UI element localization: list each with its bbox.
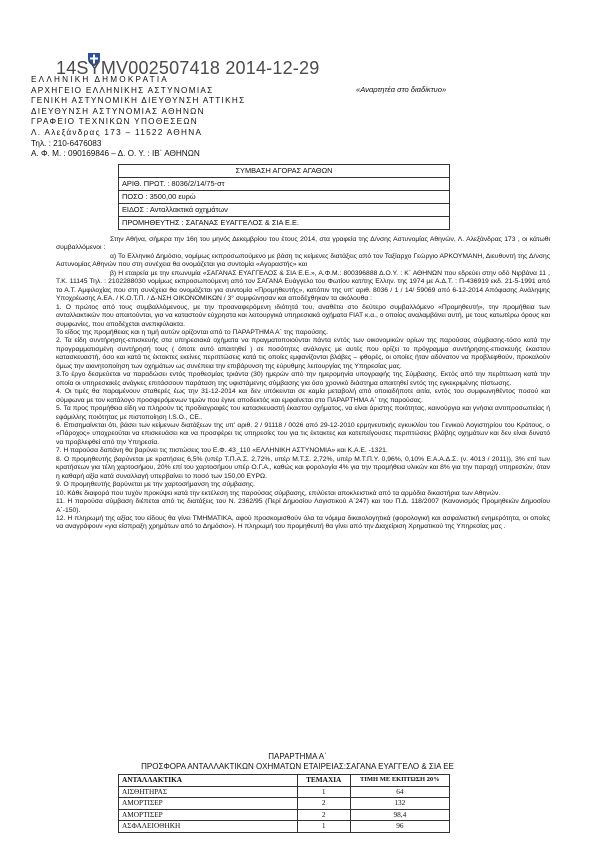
header-tax-id: Α. Φ. Μ. : 090169846 – Δ. Ο. Υ. : ΙΒ΄ ΑΘΗΝΩΝ bbox=[31, 149, 200, 159]
protocol-number: ΑΡΙΘ. ΠΡΩΤ. : 8036/2/14/75-στ bbox=[119, 178, 450, 191]
part-price: 132 bbox=[350, 798, 449, 810]
posting-note: «Αναρτητέα στο διαδίκτυο» bbox=[356, 85, 447, 94]
header-line: ΓΡΑΦΕΙΟ ΤΕΧΝΙΚΩΝ ΥΠΟΘΕΣΕΩΝ bbox=[31, 117, 199, 127]
paragraph: 12. Η πληρωμή της αξίας του είδους θα γίνει ΤΜΗΜΑΤΙΚΑ, αφού προσκομισθούν όλα τα νόμιμα δικαιολογητικά (φορολογική και ασφαλιστική ενημερότητα, οι οποίες να αναγράφουν «για είσπραξη χρημάτων από το Δημόσιο»). Η πληρωμή του προμηθευτή θα γίνει από την Διαχείριση Χρηματικού της Υπηρεσίας μας . bbox=[56, 514, 550, 531]
supplier: ΠΡΟΜΗΘΕΥΤΗΣ : ΣΑΓΑΝΑΣ ΕΥΑΓΓΕΛΟΣ & ΣΙΑ Ε.Ε. bbox=[119, 217, 450, 230]
document-id-stamp: 14SYMV002507418 2014-12-29 bbox=[56, 58, 320, 78]
paragraph: 2. Τα είδη συντήρησης-επισκευής στα υπηρεσιακά οχήματα να πραγματοποιούνται πάντα εντός των οικονομικών ορίων της παρούσας σύμβασης-τόσο κατά την προγραμματισμένη συντήρησή τους ( όποτε αυτό απαιτηθεί ) σε ποσότητες ανάλογες με αυτές που ορίζει το πρόγραμμα συντήρησης-επισκευής έκαστου κατασκευαστή, όσο και κατά τις έκτακτες εκείνες περιπτώσεις κατά τις οποίες εμφανίζονται βλάβες – φθορές, οι οποίες ήταν αδύνατον να προβλεφθούν, προκαλούν όμως την ακινητοποίηση των οχημάτων ως συνέπεια την επιβάρυνση της εύρυθμης λειτουργίας της Υπηρεσίας μας. bbox=[56, 337, 550, 370]
paragraph: 8. Ο προμηθευτής βαρύνεται με κρατήσεις 6,5% (υπέρ Τ.Π.Α.Σ. 2,72%, υπέρ Μ.Τ.Σ. 2,72%, υπέρ Μ.Τ.Π.Υ. 0,96%, 0,10% Ε.Α.Α.Δ.Σ. (ν. 4013 / 2011)), 3% επί των κρατήσεων για τέλη χαρτοσήμου, 20% επί του χαρτοσήμου υπέρ Ο.Γ.Α., καθώς και φορολογία 4% για την προμήθεια υλικών και 8% για την παροχή υπηρεσιών, όταν η καθαρή αξία κατά συναλλαγή υπερβαίνει το ποσό των 150,00 ΕΥΡΩ. bbox=[56, 455, 550, 480]
part-name: ΑΜΟΡΤΙΣΕΡ bbox=[119, 809, 298, 821]
paragraph: β) Η εταιρεία με την επωνυμία «ΣΑΓΑΝΑΣ ΕΥΑΓΓΕΛΟΣ & ΣΙΑ Ε.Ε.», Α.Φ.Μ.: 800396888 Δ.Ο.Υ. : Κ΄ ΑΘΗΝΩΝ που εδρεύει στην οδό Νιρβάνα 11 , Τ.Κ. 11145 Τηλ. : 2102288030 νομίμως εκπροσωπούμενη από τον ΣΑΓΑΝΑ Ευάγγελο του Φωτίου κατ/της Ελλην. της 1974 με Α.Δ.Τ. : Π-436919 εκδ. 21-5-1991 από το Α.Τ. Αμφιλοχίας που στη συνέχεια θα ονομάζεται για συντομία «Προμηθευτής», κατόπιν της υπ' αριθ. 8036 / 1 / 14/ 59069 από 6-12-2014 Απόφασης Ανάληψης Υποχρέωσης Α.ΕΑ. / Κ.Ο.Τ.Π. / Δ-ΝΣΗ ΟΙΚΟΝΟΜΙΚΩΝ / 3° συμφώνησαν και αποδέχθηκαν τα ακόλουθα : bbox=[56, 269, 550, 303]
part-name: ΑΣΦΑΛΕΙΟΘΗΚΗ bbox=[119, 821, 298, 833]
part-price: 96 bbox=[350, 821, 449, 833]
table-row bbox=[119, 809, 450, 821]
part-price: 64 bbox=[350, 786, 449, 798]
paragraph: 1. Ο πρώτος από τους συμβαλλόμενους, με την προαναφερόμενη ιδιότητά του, αναθέτει στο δεύτερο συμβαλλόμενο «Προμηθευτή», την προμήθεια των ανταλλακτικών που απαιτούνται, για να καταστούν εύχρηστα και λειτουργικά υπηρεσιακά οχήματα FIAT κ.α., ο οποίος αναλαμβάνει αυτή, με τους κατωτέρω όρους και συμφωνίες, που αποδέχεται ανεπιφύλακτα. bbox=[56, 303, 550, 328]
paragraph: 11. Η παρούσα σύμβαση διέπεται από τις διατάξεις του Ν. 2362/95 (Περί Δημοσίου Λογιστικού Α΄247) και του Π.Δ. 118/2007 (Κανονισμός Προμηθειών Δημοσίου Α΄-150). bbox=[56, 498, 550, 514]
contract-body bbox=[56, 236, 550, 532]
col-header-price: ΤΙΜΗ ΜΕ ΕΚΠΤΩΣΗ 20% bbox=[350, 775, 449, 787]
part-quantity: 2 bbox=[297, 798, 350, 810]
paragraph: 10. Κάθε διαφορά που τυχόν προκύψει κατά την εκτέλεση της παρούσας σύμβασης, επιλύεται αποκλειστικά από τα αρμόδια δικαστήρια των Αθηνών. bbox=[56, 489, 501, 497]
table-row bbox=[119, 821, 450, 833]
part-quantity: 1 bbox=[297, 821, 350, 833]
part-price: 98,4 bbox=[350, 809, 449, 821]
paragraph: Το είδος της προμήθειας και η τιμή αυτών ορίζονται από το ΠΑΡΑΡΤΗΜΑ Α΄ της παρούσης. bbox=[56, 328, 329, 336]
header-line: ΓΕΝΙΚΗ ΑΣΤΥΝΟΜΙΚΗ ΔΙΕΥΘΥΝΣΗ ΑΤΤΙΚΗΣ bbox=[31, 96, 246, 106]
offer-table-header bbox=[119, 775, 450, 787]
header-phone: Τηλ. : 210-6476083 bbox=[31, 138, 102, 148]
contract-title: ΣΥΜΒΑΣΗ ΑΓΟΡΑΣ ΑΓΑΘΩΝ bbox=[119, 165, 450, 178]
header-line: ΑΡΧΗΓΕΙΟ ΕΛΛΗΝΙΚΗΣ ΑΣΤΥΝΟΜΙΑΣ bbox=[31, 85, 214, 95]
annex-title: ΠΑΡΑΡΤΗΜΑ Α΄ bbox=[268, 752, 327, 761]
header-line: Λ. Αλεξάνδρας 173 – 11522 ΑΘΗΝΑ bbox=[31, 127, 203, 137]
col-header-part: ΑΝΤΑΛΛΑΚΤΙΚΑ bbox=[119, 775, 298, 787]
paragraph: 9. Ο προμηθευτής βαρύνεται με την χαρτοσήμανση της σύμβασης. bbox=[56, 481, 255, 489]
annex-subtitle: ΠΡΟΣΦΟΡΑ ΑΝΤΑΛΛΑΚΤΙΚΩΝ ΟΧΗΜΑΤΩΝ ΕΤΑΙΡΕΙΑΣ:ΣΑΓΑΝΑ ΕΥΑΓΓΕΛΟ & ΣΙΑ ΕΕ bbox=[141, 762, 454, 771]
item-type: ΕΙΔΟΣ : Ανταλλακτικά οχημάτων bbox=[119, 204, 450, 217]
part-name: ΑΜΟΡΤΙΣΕΡ bbox=[119, 798, 298, 810]
paragraph: 4. Οι τιμές θα παραμένουν σταθερές έως την 31-12-2014 και δεν υπόκεινται σε καμία μεταβολή από οποιαδήποτε αιτία, εντός του συμφωνηθέντος ποσού και σύμφωνα με τον κατάλογο προσφερόμενων τιμών που έγινε αποδεκτός και εμφαίνεται στο ΠΑΡΑΡΤΗΜΑ Α΄ της παρούσας. bbox=[56, 388, 550, 404]
paragraph: α) Το Ελληνικό Δημόσιο, νομίμως εκπροσωπούμενο με βάση τις κείμενες διατάξεις από τον Ταξίαρχο Γεώργιο ΑΡΚΟΥΜΑΝΗ, Διευθυντή της Δ/νσης Αστυνομίας Αθηνών που στη συνέχεια θα ονομάζεται για συντομία «Αγοραστής» και bbox=[56, 252, 550, 269]
part-quantity: 2 bbox=[297, 809, 350, 821]
table-row bbox=[119, 798, 450, 810]
paragraph: 7. Η παρούσα δαπάνη θα βαρύνει τις πιστώσεις του Ε.Φ. 43_110 «ΕΛΛΗΝΙΚΗ ΑΣΤΥΝΟΜΙΑ» και Κ.Α.Ε. -1321. bbox=[56, 447, 388, 455]
col-header-pieces: ΤΕΜΑΧΙΑ bbox=[297, 775, 350, 787]
paragraph: 3.Το έργο δεσμεύεται να παραδώσει εντός προθεσμίας τριάντα (30) ημερών από την ημερομηνία υπογραφής της Σύμβασης. Εκτός από την περίπτωση κατά την οποία οι υπηρεσιακές ανάγκες επιτάσσουν παράταση της υφιστάμενης σύμβασης για όσο χρονικό διάστημα απαιτηθεί εντός της εγκεκριμένης πίστωσης. bbox=[56, 371, 550, 387]
contract-amount: ΠΟΣΟ : 3500,00 ευρώ bbox=[119, 191, 450, 204]
paragraph: 6. Επισημαίνεται ότι, βάσει των κείμενων διατάξεων της υπ' αριθ. 2 / 91118 / 0026 από 29-12-2010 ερμηνευτικής εγκυκλίου του Γενικού Λογιστηρίου του Κράτους, ο «Πάροχος» υποχρεούται να επισκευάσει και να προσφέρει τις υπηρεσίες του για τις έκτακτες και κατεπείγουσες περιπτώσεις βλάβης οχημάτων και δεν είναι δυνατό να προβλεφθεί από την Υπηρεσία. bbox=[56, 421, 550, 446]
paragraph: 5. Τα προς προμήθεια είδη να πληρούν τις προδιαγραφές του κατασκευαστή έκαστου οχήματος, να είναι άριστης ποιότητας, καινούργια και γνήσια αντιπροσωπείας ή εφάμιλλης ποιότητας με πιστοποίηση I.S.O., CE.. bbox=[56, 405, 550, 421]
issuer-header bbox=[31, 75, 331, 160]
table-row bbox=[119, 786, 450, 798]
offer-table bbox=[118, 774, 450, 833]
paragraph: Στην Αθήνα, σήμερα την 16η του μηνός Δεκεμβρίου του έτους 2014, στα γραφεία της Δ/νσης Αστυνομίας Αθηνών, Λ. Αλεξάνδρας 173 , οι κάτωθι συμβαλλόμενοι : bbox=[56, 236, 550, 252]
part-name: ΑΙΣΘΗΤΗΡΑΣ bbox=[119, 786, 298, 798]
header-line: ΕΛΛΗΝΙΚΗ ΔΗΜΟΚΡΑΤΙΑ bbox=[31, 75, 169, 84]
contract-summary-table bbox=[118, 164, 450, 230]
header-line: ΔΙΕΥΘΥΝΣΗ ΑΣΤΥΝΟΜΙΑΣ ΑΘΗΝΩΝ bbox=[31, 106, 205, 116]
part-quantity: 1 bbox=[297, 786, 350, 798]
annex-heading bbox=[0, 752, 595, 772]
